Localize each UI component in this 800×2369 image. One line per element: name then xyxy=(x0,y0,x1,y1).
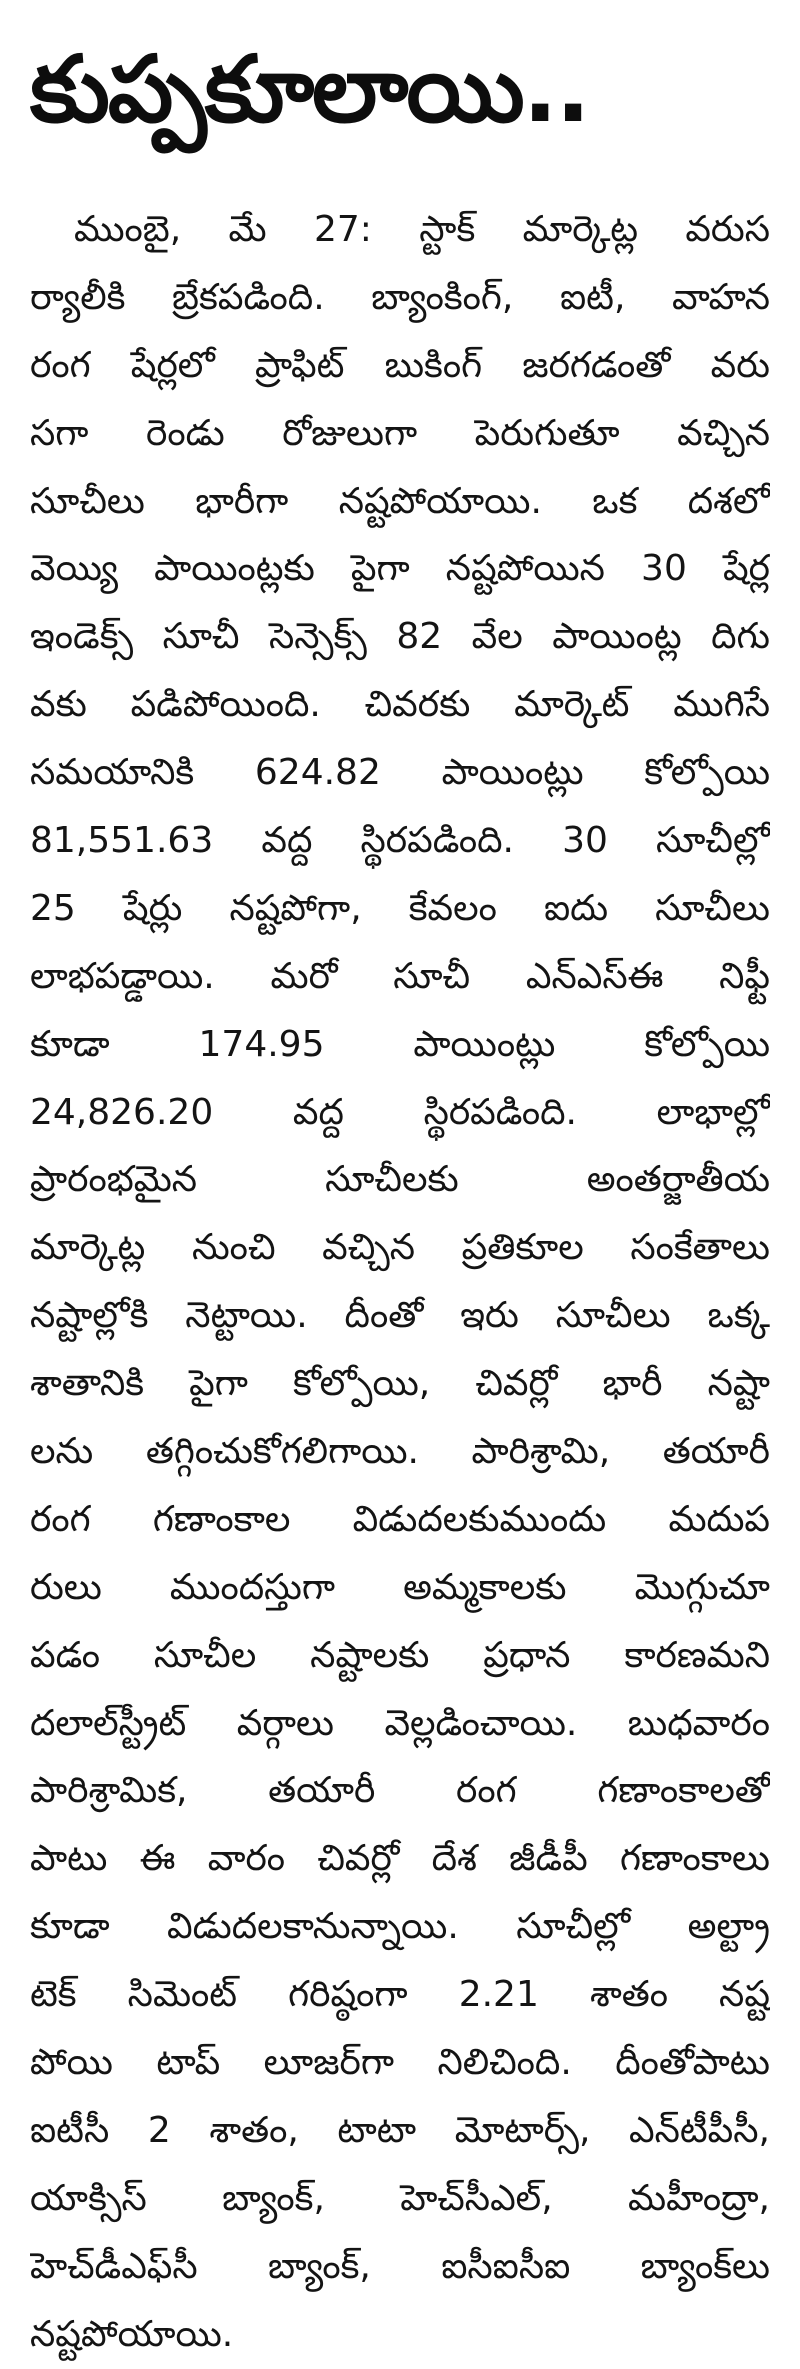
article-body xyxy=(30,196,770,2369)
article-line: 81,551.63 వద్ద స్థిరపడింది. 30 సూచీల్లో xyxy=(30,820,770,862)
article-line: కూడా 174.95 పాయింట్లు కోల్పోయి xyxy=(30,1023,770,1065)
article-line: ఐటీసీ 2 శాతం, టాటా మోటార్స్, ఎన్‌టీపీసీ, xyxy=(30,2109,770,2151)
article-line: వెయ్యి పాయింట్లకు పైగా నష్టపోయిన 30 షేర్ల xyxy=(30,548,770,590)
article-line: 25 షేర్లు నష్టపోగా, కేవలం ఐదు సూచీలు xyxy=(30,887,770,929)
article-line: హెచ్‌డీఎఫ్‌సీ బ్యాంక్, ఐసీఐసీఐ బ్యాంక్‌లు xyxy=(30,2245,770,2287)
article-line: ముంబై, మే 27: స్టాక్ మార్కెట్ల వరుస xyxy=(74,209,770,250)
article-line: యాక్సిస్ బ్యాంక్, హెచ్‌సీఎల్, మహీంద్రా, xyxy=(30,2177,770,2219)
article-line: నష్టాల్లోకి నెట్టాయి. దీంతో ఇరు సూచీలు ఒక్క xyxy=(30,1295,770,1337)
article-line: సగా రెండు రోజులుగా పెరుగుతూ వచ్చిన xyxy=(30,412,770,454)
article-line: ర్యాలీకి బ్రేకపడింది. బ్యాంకింగ్, ఐటీ, వాహన xyxy=(30,276,770,318)
article-line: రంగ గణాంకాల విడుదలకుముందు మదుప xyxy=(30,1498,770,1540)
article-line: లాభపడ్డాయి. మరో సూచీ ఎన్ఎస్ఈ నిఫ్టీ xyxy=(30,955,770,997)
article-line: రులు ముందస్తుగా అమ్మకాలకు మొగ్గుచూ xyxy=(30,1566,770,1608)
article-line: సమయానికి 624.82 పాయింట్లు కోల్పోయి xyxy=(30,752,770,794)
article-line: పారిశ్రామిక, తయారీ రంగ గణాంకాలతో xyxy=(30,1770,770,1812)
article-line: రంగ షేర్లలో ప్రాఫిట్ బుకింగ్ జరగడంతో వరు xyxy=(30,344,770,386)
article-line: పోయి టాప్ లూజర్‌గా నిలిచింది. దీంతోపాటు xyxy=(30,2042,770,2084)
article-line: మార్కెట్ల నుంచి వచ్చిన ప్రతికూల సంకేతాలు xyxy=(30,1227,770,1269)
article-line: శాతానికి పైగా కోల్పోయి, చివర్లో భారీ నష్టా xyxy=(30,1363,770,1405)
article-line: వకు పడిపోయింది. చివరకు మార్కెట్ ముగిసే xyxy=(30,684,770,726)
article-line: లను తగ్గించుకోగలిగాయి. పారిశ్రామి, తయారీ xyxy=(30,1431,770,1473)
article-line: ఇండెక్స్ సూచీ సెన్సెక్స్ 82 వేల పాయింట్ల దిగు xyxy=(30,616,770,658)
article-line: టెక్ సిమెంట్ గరిష్ఠంగా 2.21 శాతం నష్ట xyxy=(30,1974,770,2016)
article-line: కూడా విడుదలకానున్నాయి. సూచీల్లో అల్ట్రా xyxy=(30,1906,770,1948)
article-line: పడం సూచీల నష్టాలకు ప్రధాన కారణమని xyxy=(30,1634,770,1676)
article-line: పాటు ఈ వారం చివర్లో దేశ జీడీపీ గణాంకాలు xyxy=(30,1838,770,1880)
article-line: దలాల్‌స్ట్రీట్ వర్గాలు వెల్లడించాయి. బుధవారం xyxy=(30,1702,770,1744)
article-line: నష్టపోయాయి. xyxy=(30,2313,234,2355)
article-headline: కుప్పకూలాయి.. xyxy=(30,36,589,143)
article-line: ప్రారంభమైన సూచీలకు అంతర్జాతీయ xyxy=(30,1159,770,1201)
article-line: 24,826.20 వద్ద స్థిరపడింది. లాభాల్లో xyxy=(30,1091,770,1133)
article-line: సూచీలు భారీగా నష్టపోయాయి. ఒక దశలో xyxy=(30,480,770,522)
